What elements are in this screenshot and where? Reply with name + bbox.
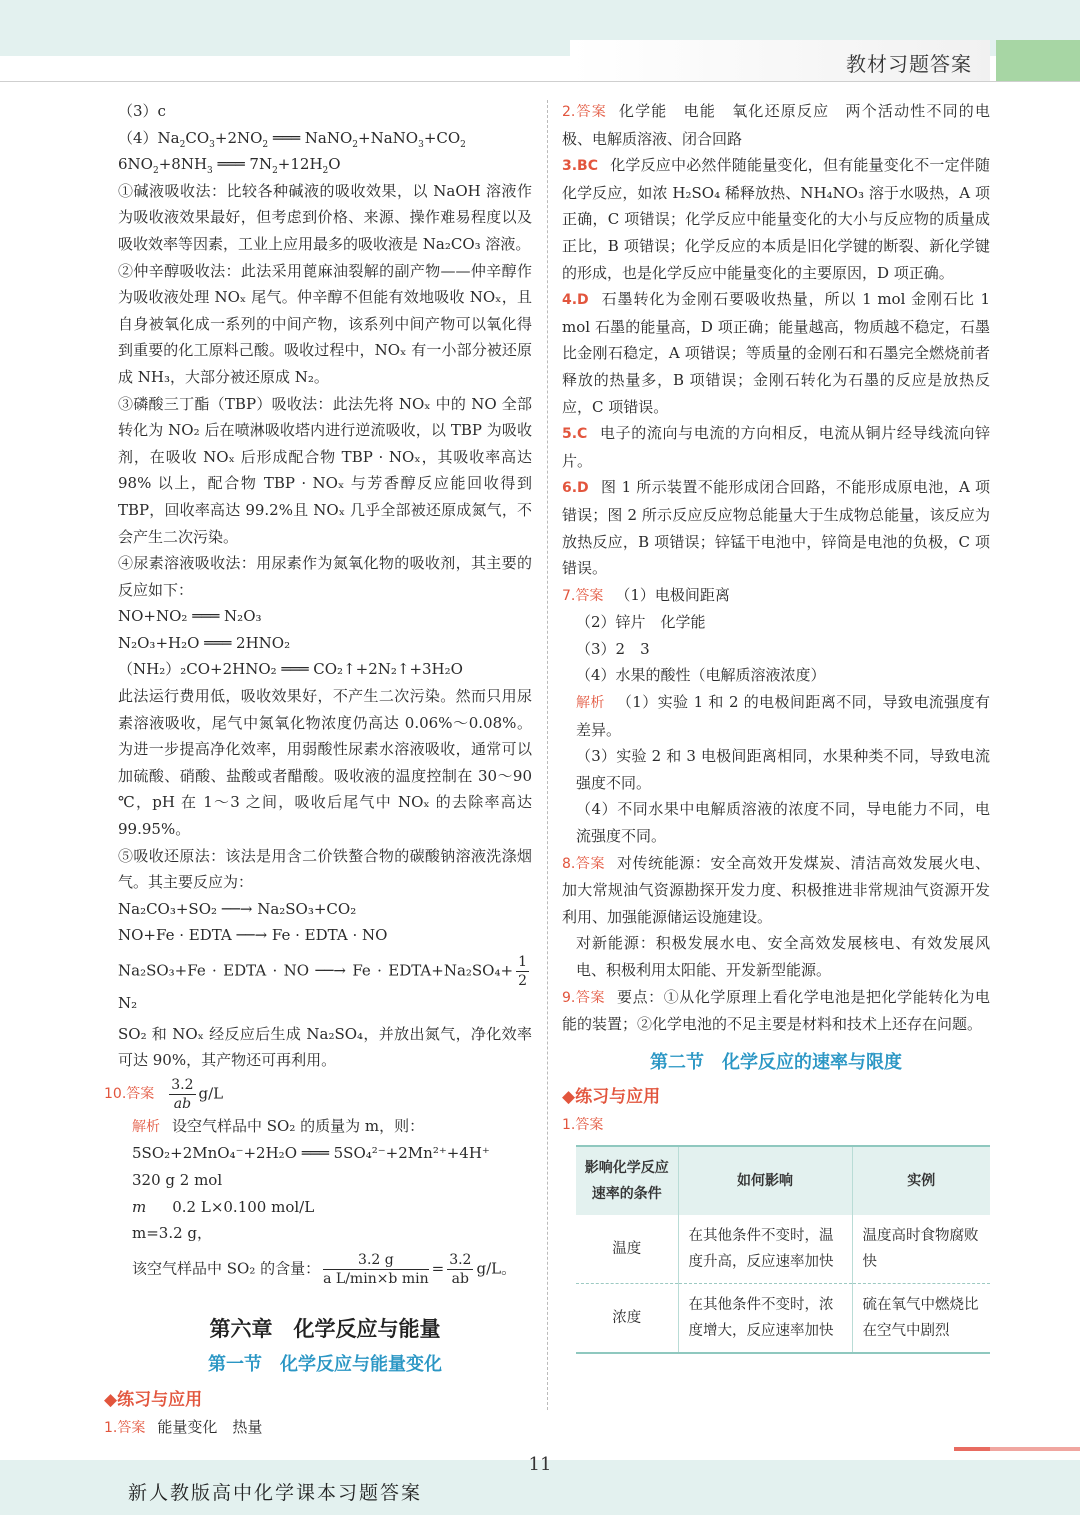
table-header-example: 实例 [852, 1146, 990, 1215]
table-row [576, 1215, 990, 1284]
answer-9-label: 9.答案 [562, 989, 606, 1006]
table-cell: 温度高时食物腐败快 [852, 1215, 990, 1284]
footer-book-title: 新人教版高中化学课本习题答案 [128, 1482, 423, 1504]
answer-4: 4.D 石墨转化为金刚石要吸收热量，所以 1 mol 金刚石比 1 mol 石墨的能量高，D 项正确；能量越高，物质越不稳定，石墨比金刚石稳定，A 项错误；等质量的金刚石和石墨完全燃烧前者释放的热量多，B 项错误；金刚石转化为石墨的反应是放热反应，C 项错误。 [562, 290, 990, 416]
answer-8: 8.答案 对传统能源：安全高效开发煤炭、清洁高效发展火电、加大常规油气资源勘探开发力度、积极推进非常规油气资源开发利用、加强能源储运设施建设。 [562, 853, 990, 926]
answer-7: 7.答案 （1）电极间距离 [562, 585, 730, 604]
line-3c: （3）c [118, 102, 166, 120]
paragraph-tbp: ③磷酸三丁酯（TBP）吸收法：此法先将 NOₓ 中的 NO 全部转化为 NO₂ 后在喷淋吸收塔内进行逆流吸收，以 TBP 为吸收剂，在吸收 NOₓ 后形成配合物 TBP · NOₓ，其吸收率高达 98% 以上，配合物 TBP · NOₓ 与芳香醇反应能回收得到 TBP，回收率高达 99.2%且 NOₓ 几乎全部被还原成氮气，不会产生二次污染。 [118, 394, 532, 546]
answer-1: 1.答案 能量变化 热量 [104, 1417, 263, 1436]
analysis-10-mass: m=3.2 g， [132, 1224, 213, 1243]
table-header-row [576, 1146, 990, 1215]
left-column [104, 98, 532, 1441]
right-column [562, 98, 990, 1354]
footer-accent-strip [954, 1447, 1080, 1451]
analysis-10-values: m 0.2 L×0.100 mol/L [132, 1197, 315, 1216]
analysis-7-3: （3）实验 2 和 3 电极间距离相同，水果种类不同，导致电流强度不同。 [576, 747, 990, 792]
analysis-7-1: 解析 （1）实验 1 和 2 的电极间距离不同，导致电流强度有差异。 [576, 693, 990, 739]
answer-3-label: 3.BC [562, 158, 599, 175]
equation-na2co3: $(4)Na_2CO_3+2NO_2$ ═══ $NaNO_2+NaNO_3+CO_2$ [118, 128, 466, 150]
practice-heading-2: ◆练习与应用 [562, 1087, 661, 1108]
equation-reduction-1: Na₂CO₃+SO₂ ──→ Na₂SO₃+CO₂ [118, 899, 357, 918]
header-rule [0, 81, 1080, 82]
chapter-title: 第六章 化学反应与能量 [209, 1316, 441, 1341]
equation-urea-2: N₂O₃+H₂O ═══ 2HNO₂ [118, 633, 291, 652]
answer-7-label: 7.答案 [562, 587, 604, 604]
paragraph-urea: ④尿素溶液吸收法：用尿素作为氮氧化物的吸收剂，其主要的反应如下： [118, 554, 532, 599]
answer-9: 9.答案 要点：①从化学原理上看化学电池是把化学能转化为电能的装置；②化学电池的不足主要是材料和技术上还存在问题。 [562, 987, 990, 1034]
analysis-10-ratio: 320 g 2 mol [132, 1170, 223, 1189]
answer-7-2: （2）锌片 化学能 [576, 613, 706, 632]
answer-1-table-label: 1.答案 [562, 1116, 604, 1133]
analysis-label: 解析 [132, 1118, 160, 1135]
equation-urea-3: （NH₂）₂CO+2HNO₂ ═══ CO₂↑+2N₂↑+3H₂O [118, 660, 463, 679]
answer-10: 10.答案 $\frac{3.2}{ab}$ g/L [104, 1076, 224, 1112]
answer-1-label: 1.答案 [104, 1419, 146, 1436]
practice-heading-1: ◆练习与应用 [104, 1389, 203, 1410]
table-row [576, 1283, 990, 1353]
equation-nh3: $6NO_2+8NH_3$ ═══ $7N_2+12H_2O$ [118, 155, 341, 177]
column-divider [547, 100, 548, 1410]
analysis-10-content: 该空气样品中 SO₂ 的含量： $\frac{3.2 g}{\text{a L/min×b min}}$ = $\frac{3.2}{ab}$ g/L。 [132, 1251, 517, 1287]
equation-reduction-3: Na₂SO₃+Fe · EDTA · NO ──→ Fe · EDTA+Na₂SO₄+ $\frac{1}{2}$ N₂ [118, 954, 527, 1012]
answer-7-3: （3）2 3 [576, 639, 650, 658]
answer-8-new-energy: 对新能源：积极发展水电、安全高效发展核电、有效发展风电、积极利用太阳能、开发新型能源。 [576, 934, 990, 979]
section-title-2: 第二节 化学反应的速率与限度 [650, 1051, 902, 1073]
answer-5: 5.C 电子的流向与电流的方向相反，电流从铜片经导线流向锌片。 [562, 424, 990, 470]
header-title: 教材习题答案 [846, 52, 972, 76]
answer-6-label: 6.D [562, 480, 589, 497]
answer-6: 6.D 图 1 所示装置不能形成闭合回路，不能形成原电池，A 项错误；图 2 所示反应反应物总能量大于生成物总能量，该反应为放热反应，B 项错误；锌锰干电池中，锌筒是电池的负极，C 项错误。 [562, 478, 990, 578]
answer-2: 2.答案 化学能 电能 氧化还原反应 两个活动性不同的电极、电解质溶液、闭合回路 [562, 102, 990, 148]
table-cell: 温度 [576, 1215, 678, 1284]
paragraph-alkali: ①碱液吸收法：比较各种碱液的吸收效果，以 NaOH 溶液作为吸收液效果最好，但考虑到价格、来源、操作难易程度以及吸收效率等因素，工业上应用最多的吸收液是 Na₂CO₃ 溶液。 [118, 181, 532, 253]
answer-3: 3.BC 化学反应中必然伴随能量变化，但有能量变化不一定伴随化学反应，如浓 H₂SO₄ 稀释放热、NH₄NO₃ 溶于水吸热，A 项正确，C 项错误；化学反应中能量变化的大小与反应物的质量成正比，B 项错误；化学反应的本质是旧化学键的断裂、新化学键的形成，也是化学反应中能量变化的主要原因，D 项正确。 [562, 156, 990, 282]
answer-8-label: 8.答案 [562, 855, 606, 872]
paragraph-reduction-result: SO₂ 和 NOₓ 经反应后生成 Na₂SO₄，并放出氮气，净化效率可达 90%，其产物还可再利用。 [118, 1024, 532, 1070]
table-cell: 硫在氧气中燃烧比在空气中剧烈 [862, 1296, 979, 1339]
table-header-condition: 影响化学反应速率的条件 [576, 1146, 678, 1215]
equation-urea-1: NO+NO₂ ═══ N₂O₃ [118, 607, 262, 626]
answer-7-4: （4）水果的酸性（电解质溶液浓度） [576, 666, 826, 685]
paragraph-reduction: ⑤吸收还原法：该法是用含二价铁螯合物的碳酸钠溶液洗涤烟气。其主要反应为： [118, 846, 532, 892]
answer-10-fraction: $\frac{3.2}{ab}$ [171, 1076, 194, 1112]
answer-4-label: 4.D [562, 292, 589, 309]
rate-factors-table [576, 1145, 990, 1354]
section-title-1: 第一节 化学反应与能量变化 [208, 1354, 442, 1376]
answer-10-label: 10.答案 [104, 1086, 155, 1103]
answer-2-label: 2.答案 [562, 104, 607, 120]
page-number: 11 [528, 1454, 552, 1475]
page-header [0, 40, 1080, 82]
paragraph-urea-effect: 此法运行费用低，吸收效果好，不产生二次污染。然而只用尿素溶液吸收，尾气中氮氧化物浓度仍高达 0.06%～0.08%。为进一步提高净化效率，用弱酸性尿素水溶液吸收，通常可以加硫酸、硝酸、盐酸或者醋酸。吸收液的温度控制在 30～90 ℃，pH 在 1～3 之间，吸收后尾气中 NOₓ 的去除率高达 99.95%。 [118, 687, 532, 839]
analysis-7-label: 解析 [576, 695, 605, 712]
table-cell: 在其他条件不变时，温度升高，反应速率加快 [678, 1215, 852, 1284]
header-accent-block [996, 40, 1080, 82]
table-cell: 浓度 [576, 1283, 678, 1353]
answer-1-table-intro [562, 1111, 990, 1139]
analysis-7-4: （4）不同水果中电解质溶液的浓度不同，导电能力不同，电流强度不同。 [576, 800, 990, 846]
paragraph-octanol: ②仲辛醇吸收法：此法采用蓖麻油裂解的副产物——仲辛醇作为吸收液处理 NOₓ 尾气。仲辛醇不但能有效地吸收 NOₓ，且自身被氧化成一系列的中间产物，该系列中间产物可以氧化得到重要的化工原料己酸。吸收过程中，NOₓ 有一小部分被还原成 NH₃，大部分被还原成 N₂。 [118, 261, 532, 386]
analysis-10: 解析 设空气样品中 SO₂ 的质量为 m，则： [132, 1116, 425, 1135]
answer-5-label: 5.C [562, 426, 588, 443]
analysis-10-equation: 5SO₂+2MnO₄⁻+2H₂O ═══ 5SO₄²⁻+2Mn²⁺+4H⁺ [132, 1144, 490, 1163]
table-header-effect: 如何影响 [678, 1146, 852, 1215]
table-cell: 在其他条件不变时，浓度增大，反应速率加快 [678, 1283, 852, 1353]
equation-reduction-2: NO+Fe · EDTA ──→ Fe · EDTA · NO [118, 926, 388, 945]
fraction-half: $\frac{1}{2}$ [518, 954, 527, 989]
